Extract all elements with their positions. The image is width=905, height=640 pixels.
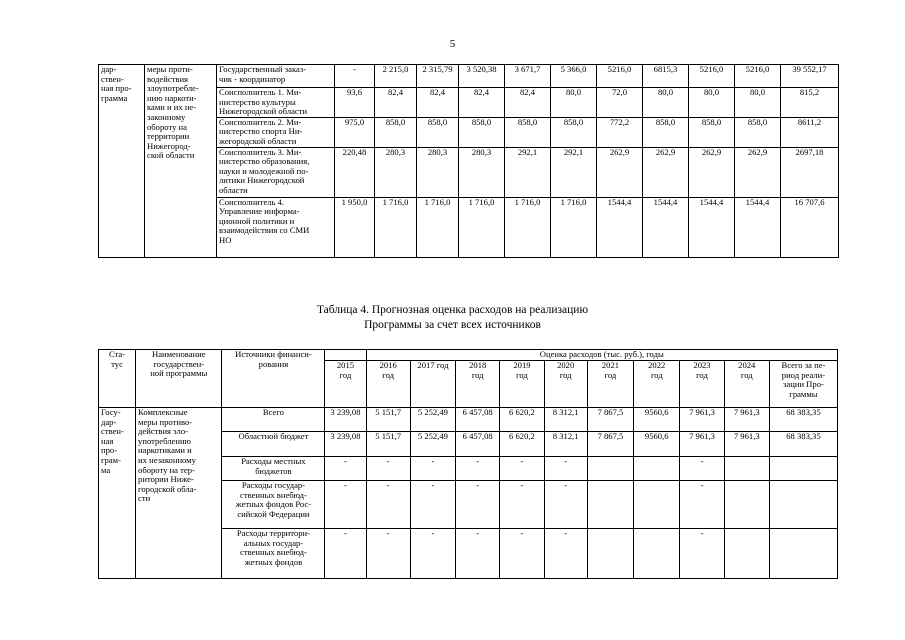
value-cell: - [544, 481, 587, 529]
source-cell: Соисполнитель 4. Управление информа- ционной политики и взаимодействия со СМИ НО [217, 197, 335, 257]
year-header: 2023 год [680, 361, 724, 408]
value-cell [587, 481, 633, 529]
source-cell: Соисполнитель 2. Ми- нистерство спорта Ни- жегородской области [217, 117, 335, 147]
value-cell: 5216,0 [597, 65, 643, 88]
value-cell [769, 481, 837, 529]
value-cell: 6 457,08 [456, 408, 500, 432]
value-cell: 3 239,08 [325, 408, 366, 432]
value-cell: 5 252,49 [410, 408, 455, 432]
value-cell: 6 620,2 [500, 408, 544, 432]
value-cell: 858,0 [689, 117, 735, 147]
header-name: Наименование государствен- ной программы [136, 350, 222, 408]
value-cell: 7 961,3 [680, 432, 724, 457]
value-cell: 1 716,0 [375, 197, 417, 257]
value-cell: 80,0 [643, 88, 689, 118]
value-cell: 80,0 [735, 88, 781, 118]
table-4-caption-line-2: Программы за счет всех источников [364, 319, 541, 331]
value-cell: 3 520,38 [459, 65, 505, 88]
year-header: 2015 год [325, 361, 366, 408]
year-header: 2020 год [544, 361, 587, 408]
value-cell: 858,0 [459, 117, 505, 147]
year-header: 2017 год [410, 361, 455, 408]
value-cell: - [366, 529, 410, 579]
value-cell: - [335, 65, 375, 88]
value-cell: - [456, 529, 500, 579]
value-cell: 858,0 [375, 117, 417, 147]
value-cell [769, 529, 837, 579]
value-cell [724, 529, 769, 579]
value-cell: 7 961,3 [724, 408, 769, 432]
value-cell: 1 716,0 [417, 197, 459, 257]
value-cell: 8 312,1 [544, 432, 587, 457]
value-cell: - [544, 457, 587, 481]
value-cell: - [456, 481, 500, 529]
value-cell: - [500, 481, 544, 529]
header-row [99, 350, 838, 361]
program-name-cell: Комплексные меры противо- действия зло- употреблению наркотиками и их незаконному обороту на тер- ритории Ниже- городской обла- сти [136, 408, 222, 579]
value-cell [724, 457, 769, 481]
page-number: 5 [449, 38, 456, 50]
value-cell: - [410, 481, 455, 529]
value-cell: 6 457,08 [456, 432, 500, 457]
value-cell: 815,2 [781, 88, 839, 118]
value-cell: 16 707,6 [781, 197, 839, 257]
value-cell: 8 312,1 [544, 408, 587, 432]
value-cell: 68 383,35 [769, 432, 837, 457]
value-cell [634, 529, 680, 579]
value-cell: 1544,4 [689, 197, 735, 257]
header-empty-cell [325, 350, 366, 361]
value-cell: - [500, 529, 544, 579]
value-cell: 5 151,7 [366, 432, 410, 457]
year-header: 2022 год [634, 361, 680, 408]
value-cell: 82,4 [375, 88, 417, 118]
value-cell: 1544,4 [597, 197, 643, 257]
value-cell: 262,9 [735, 147, 781, 197]
table-4 [98, 349, 838, 579]
value-cell: 1 716,0 [505, 197, 551, 257]
table-4-caption-line-1: Таблица 4. Прогнозная оценка расходов на реализацию [316, 304, 589, 316]
value-cell: - [366, 457, 410, 481]
value-cell: 5216,0 [735, 65, 781, 88]
table-row [99, 65, 839, 88]
value-cell: 80,0 [551, 88, 597, 118]
value-cell: 7 961,3 [724, 432, 769, 457]
value-cell: 9560,6 [634, 432, 680, 457]
header-status: Ста- тус [99, 350, 136, 408]
value-cell: 9560,6 [634, 408, 680, 432]
value-cell: 7 867,5 [587, 432, 633, 457]
value-cell: 292,1 [505, 147, 551, 197]
program-name-cell: меры проти- водействия злоупотребле- нию наркоти- ками и их не- законному обороту на территории Нижегород- ской области [145, 65, 217, 258]
year-header: 2018 год [456, 361, 500, 408]
status-cell: дар- ствен- ная про- грамма [99, 65, 145, 258]
value-cell: 7 867,5 [587, 408, 633, 432]
value-cell: 975,0 [335, 117, 375, 147]
value-cell: 262,9 [689, 147, 735, 197]
value-cell: - [325, 481, 366, 529]
value-cell: 220,48 [335, 147, 375, 197]
value-cell: 5 252,49 [410, 432, 455, 457]
value-cell: 1 950,0 [335, 197, 375, 257]
value-cell: 6 620,2 [500, 432, 544, 457]
value-cell: 5216,0 [689, 65, 735, 88]
value-cell: 82,4 [505, 88, 551, 118]
value-cell: - [366, 481, 410, 529]
value-cell: 2 315,79 [417, 65, 459, 88]
value-cell: 6815,3 [643, 65, 689, 88]
value-cell: 82,4 [459, 88, 505, 118]
value-cell: 93,6 [335, 88, 375, 118]
source-cell: Всего [222, 408, 325, 432]
year-header: 2019 год [500, 361, 544, 408]
value-cell: 82,4 [417, 88, 459, 118]
value-cell: 772,2 [597, 117, 643, 147]
value-cell: 2 215,0 [375, 65, 417, 88]
source-cell: Расходы государ- ственных внебюд- жетных фондов Рос- сийской Федерации [222, 481, 325, 529]
value-cell: 858,0 [735, 117, 781, 147]
value-cell: 280,3 [459, 147, 505, 197]
value-cell: - [500, 457, 544, 481]
value-cell: 3 671,7 [505, 65, 551, 88]
value-cell [769, 457, 837, 481]
source-cell: Областной бюджет [222, 432, 325, 457]
value-cell: 8611,2 [781, 117, 839, 147]
source-cell: Расходы территори- альных государ- ственных внебюд- жетных фондов [222, 529, 325, 579]
source-cell: Расходы местных бюджетов [222, 457, 325, 481]
value-cell: - [680, 481, 724, 529]
value-cell [724, 481, 769, 529]
year-header: Всего за пе- риод реали- зации Про- граммы [769, 361, 837, 408]
value-cell: - [544, 529, 587, 579]
value-cell: 280,3 [375, 147, 417, 197]
value-cell [634, 481, 680, 529]
value-cell: 1544,4 [643, 197, 689, 257]
value-cell [587, 457, 633, 481]
value-cell: 292,1 [551, 147, 597, 197]
value-cell: 5 151,7 [366, 408, 410, 432]
year-header: 2016 год [366, 361, 410, 408]
header-source: Источники финанси- рования [222, 350, 325, 408]
value-cell: 80,0 [689, 88, 735, 118]
table-3-continuation [98, 64, 839, 258]
value-cell [587, 529, 633, 579]
value-cell: 5 366,0 [551, 65, 597, 88]
value-cell: 72,0 [597, 88, 643, 118]
value-cell: 262,9 [597, 147, 643, 197]
value-cell: - [325, 529, 366, 579]
value-cell: 2697,18 [781, 147, 839, 197]
value-cell: 1544,4 [735, 197, 781, 257]
table-row [99, 408, 838, 432]
year-header: 2024 год [724, 361, 769, 408]
value-cell: 1 716,0 [459, 197, 505, 257]
value-cell: 68 383,35 [769, 408, 837, 432]
value-cell: - [325, 457, 366, 481]
value-cell: 7 961,3 [680, 408, 724, 432]
source-cell: Соисполнитель 1. Ми- нистерство культуры Нижегородской области [217, 88, 335, 118]
value-cell: - [410, 529, 455, 579]
value-cell: 858,0 [505, 117, 551, 147]
header-estimate: Оценка расходов (тыс. руб.), годы [366, 350, 837, 361]
year-header: 2021 год [587, 361, 633, 408]
value-cell: - [680, 457, 724, 481]
value-cell [634, 457, 680, 481]
value-cell: 858,0 [643, 117, 689, 147]
value-cell: 858,0 [551, 117, 597, 147]
value-cell: 39 552,17 [781, 65, 839, 88]
value-cell: 280,3 [417, 147, 459, 197]
source-cell: Соисполнитель 3. Ми- нистерство образования, науки и молодежной по- литики Нижегородской области [217, 147, 335, 197]
value-cell: - [680, 529, 724, 579]
value-cell: 1 716,0 [551, 197, 597, 257]
value-cell: 3 239,08 [325, 432, 366, 457]
source-cell: Государственный заказ- чик - координатор [217, 65, 335, 88]
status-cell: Госу- дар- ствен- ная про- грам- ма [99, 408, 136, 579]
value-cell: - [410, 457, 455, 481]
value-cell: 858,0 [417, 117, 459, 147]
value-cell: 262,9 [643, 147, 689, 197]
value-cell: - [456, 457, 500, 481]
